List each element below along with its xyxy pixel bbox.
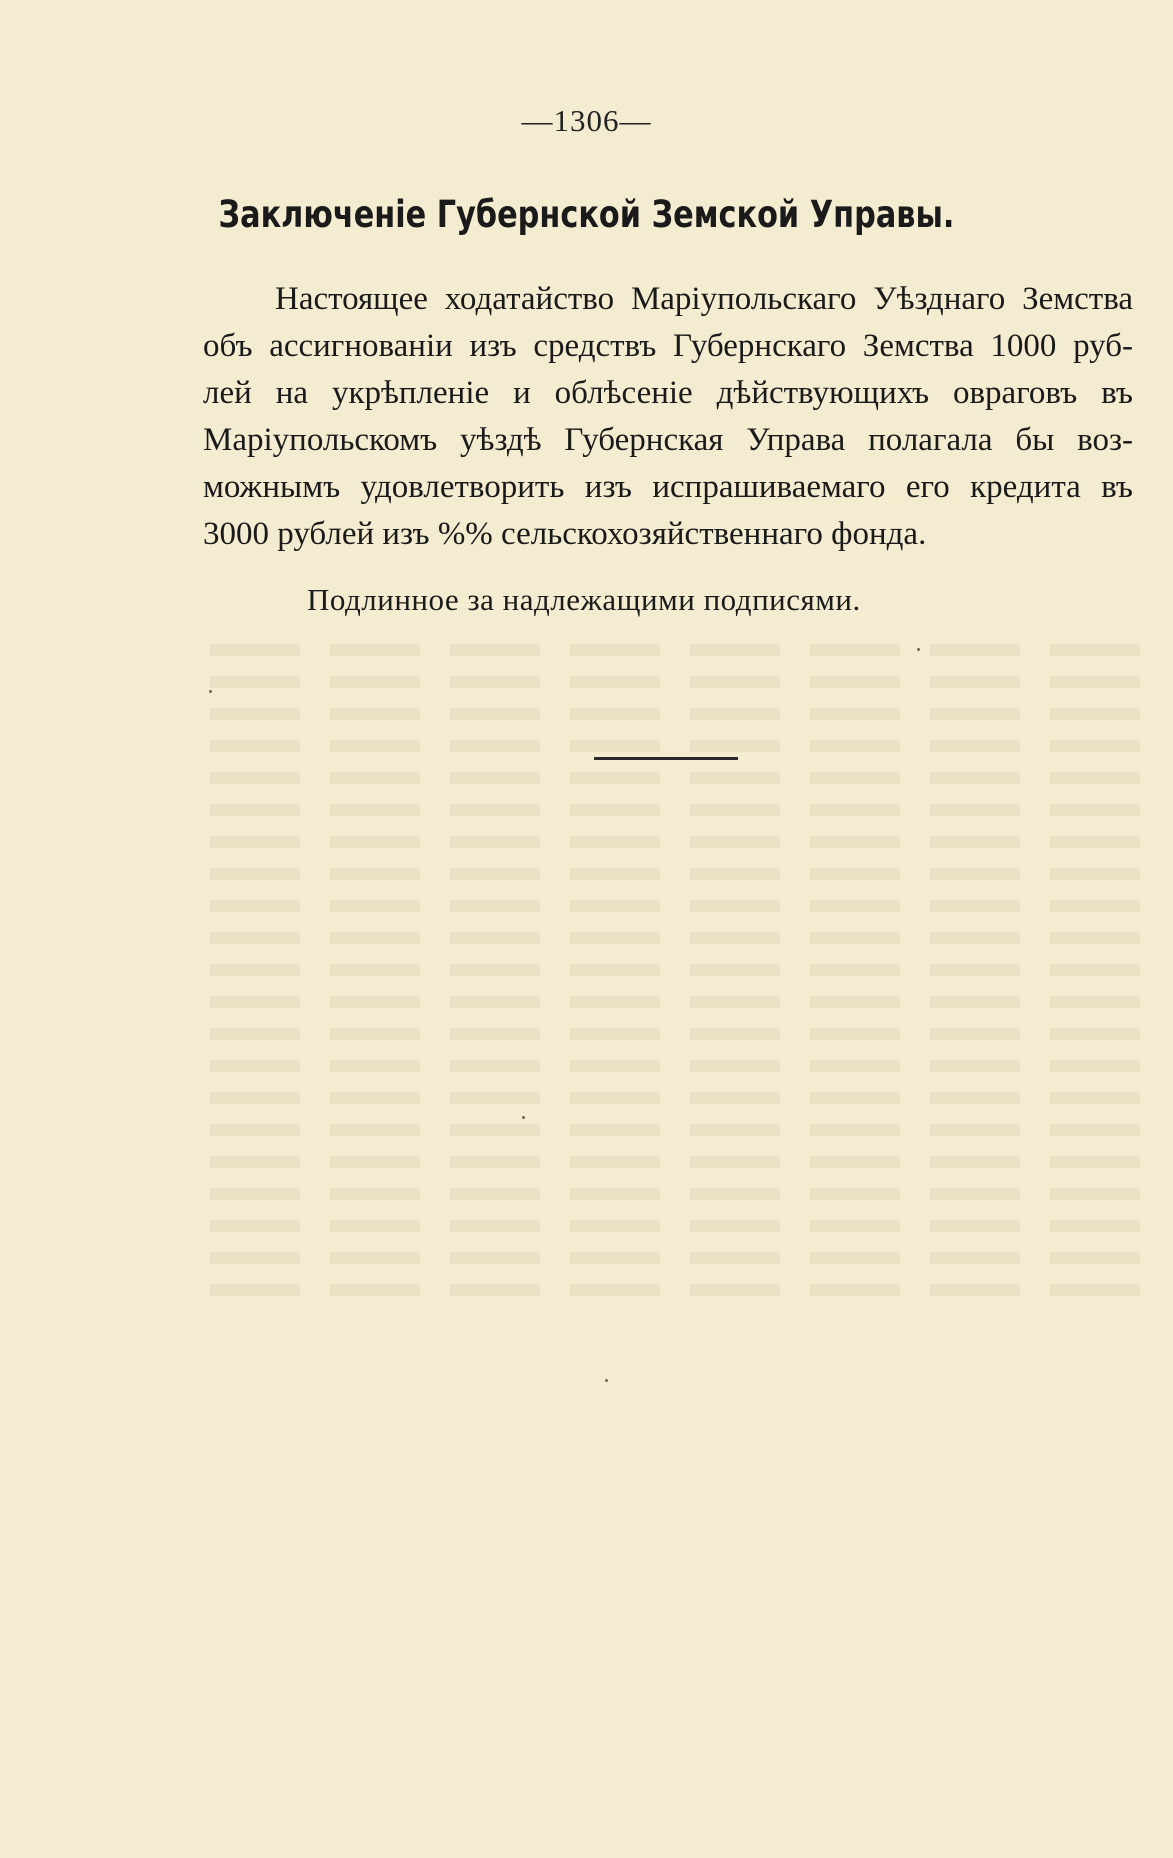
paper-speck bbox=[209, 690, 212, 693]
paragraph-line: лей на укрѣпленiе и облѣсенiе дѣйствующихъ овраговъ въ bbox=[203, 375, 1133, 411]
paragraph-line: 3000 рублей изъ %% сельскохозяйственнаго фонда. bbox=[203, 516, 927, 552]
paragraph-line: Марiупольскомъ уѣздѣ Губернская Управа полагала бы воз- bbox=[203, 422, 1133, 458]
page-number: —1306— bbox=[521, 103, 652, 138]
paper-speck bbox=[917, 648, 920, 651]
section-heading: Заключенie Губернской Земской Управы. bbox=[218, 193, 955, 236]
paper-speck bbox=[605, 1379, 608, 1382]
paragraph-line: можнымъ удовлетворить изъ испрашиваемаго его кредита въ bbox=[203, 469, 1133, 505]
paragraph-line: Настоящее ходатайство Марiупольскаго Уѣзднаго Земства bbox=[275, 281, 1133, 317]
paragraph-line: объ ассигнованiи изъ средствъ Губернскаго Земства 1000 руб- bbox=[203, 328, 1133, 364]
signature-note: Подлинное за надлежащими подписями. bbox=[307, 582, 861, 617]
body-paragraph bbox=[203, 276, 1133, 558]
paper-speck bbox=[522, 1116, 525, 1119]
section-divider bbox=[594, 757, 738, 760]
